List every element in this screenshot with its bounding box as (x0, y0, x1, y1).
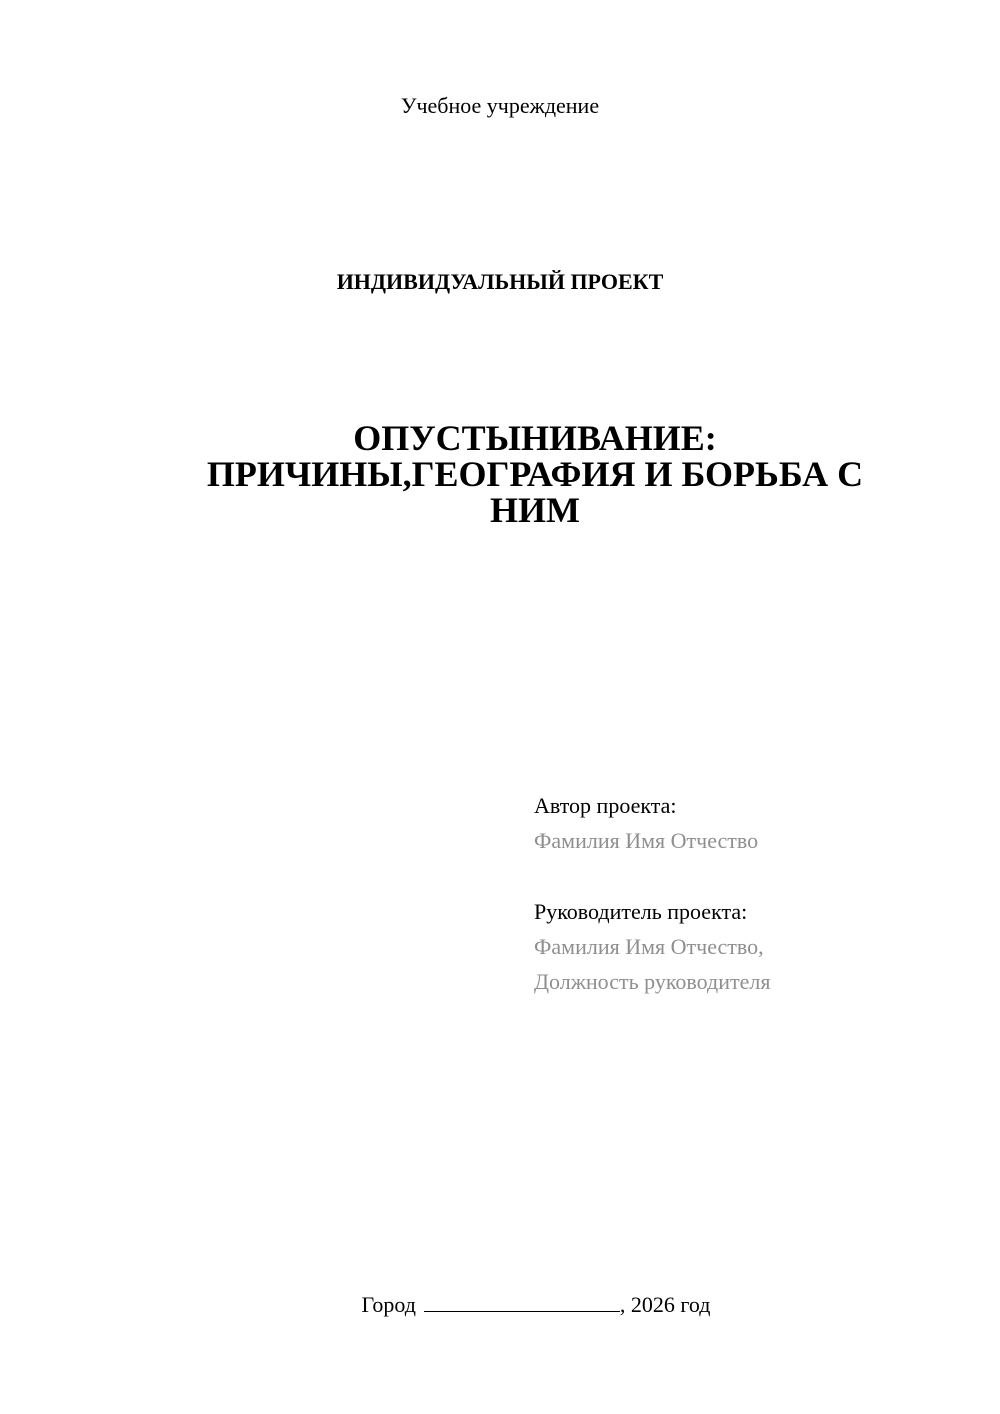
year-text: , 2026 год (619, 1292, 711, 1317)
city-blank-line (424, 1291, 620, 1312)
author-name-placeholder: Фамилия Имя Отчество (534, 828, 759, 853)
project-title (150, 420, 920, 528)
supervisor-position-placeholder: Должность руководителя (534, 969, 771, 994)
city-label: Город (361, 1292, 416, 1317)
spacer (534, 858, 974, 894)
document-type: ИНДИВИДУАЛЬНЫЙ ПРОЕКТ (336, 269, 664, 294)
institution-name: Учебное учреждение (400, 93, 600, 118)
title-line-3: НИМ (490, 490, 580, 530)
author-label: Автор проекта: (534, 793, 677, 818)
footer-city-year (0, 1290, 1000, 1320)
project-info-block (534, 788, 974, 999)
title-line-1: ОПУСТЫНИВАНИЕ: (353, 418, 717, 458)
supervisor-label: Руководитель проекта: (534, 899, 748, 924)
supervisor-name-placeholder: Фамилия Имя Отчество, (534, 934, 764, 959)
title-line-2: ПРИЧИНЫ,ГЕОГРАФИЯ И БОРЬБА С (206, 454, 864, 494)
